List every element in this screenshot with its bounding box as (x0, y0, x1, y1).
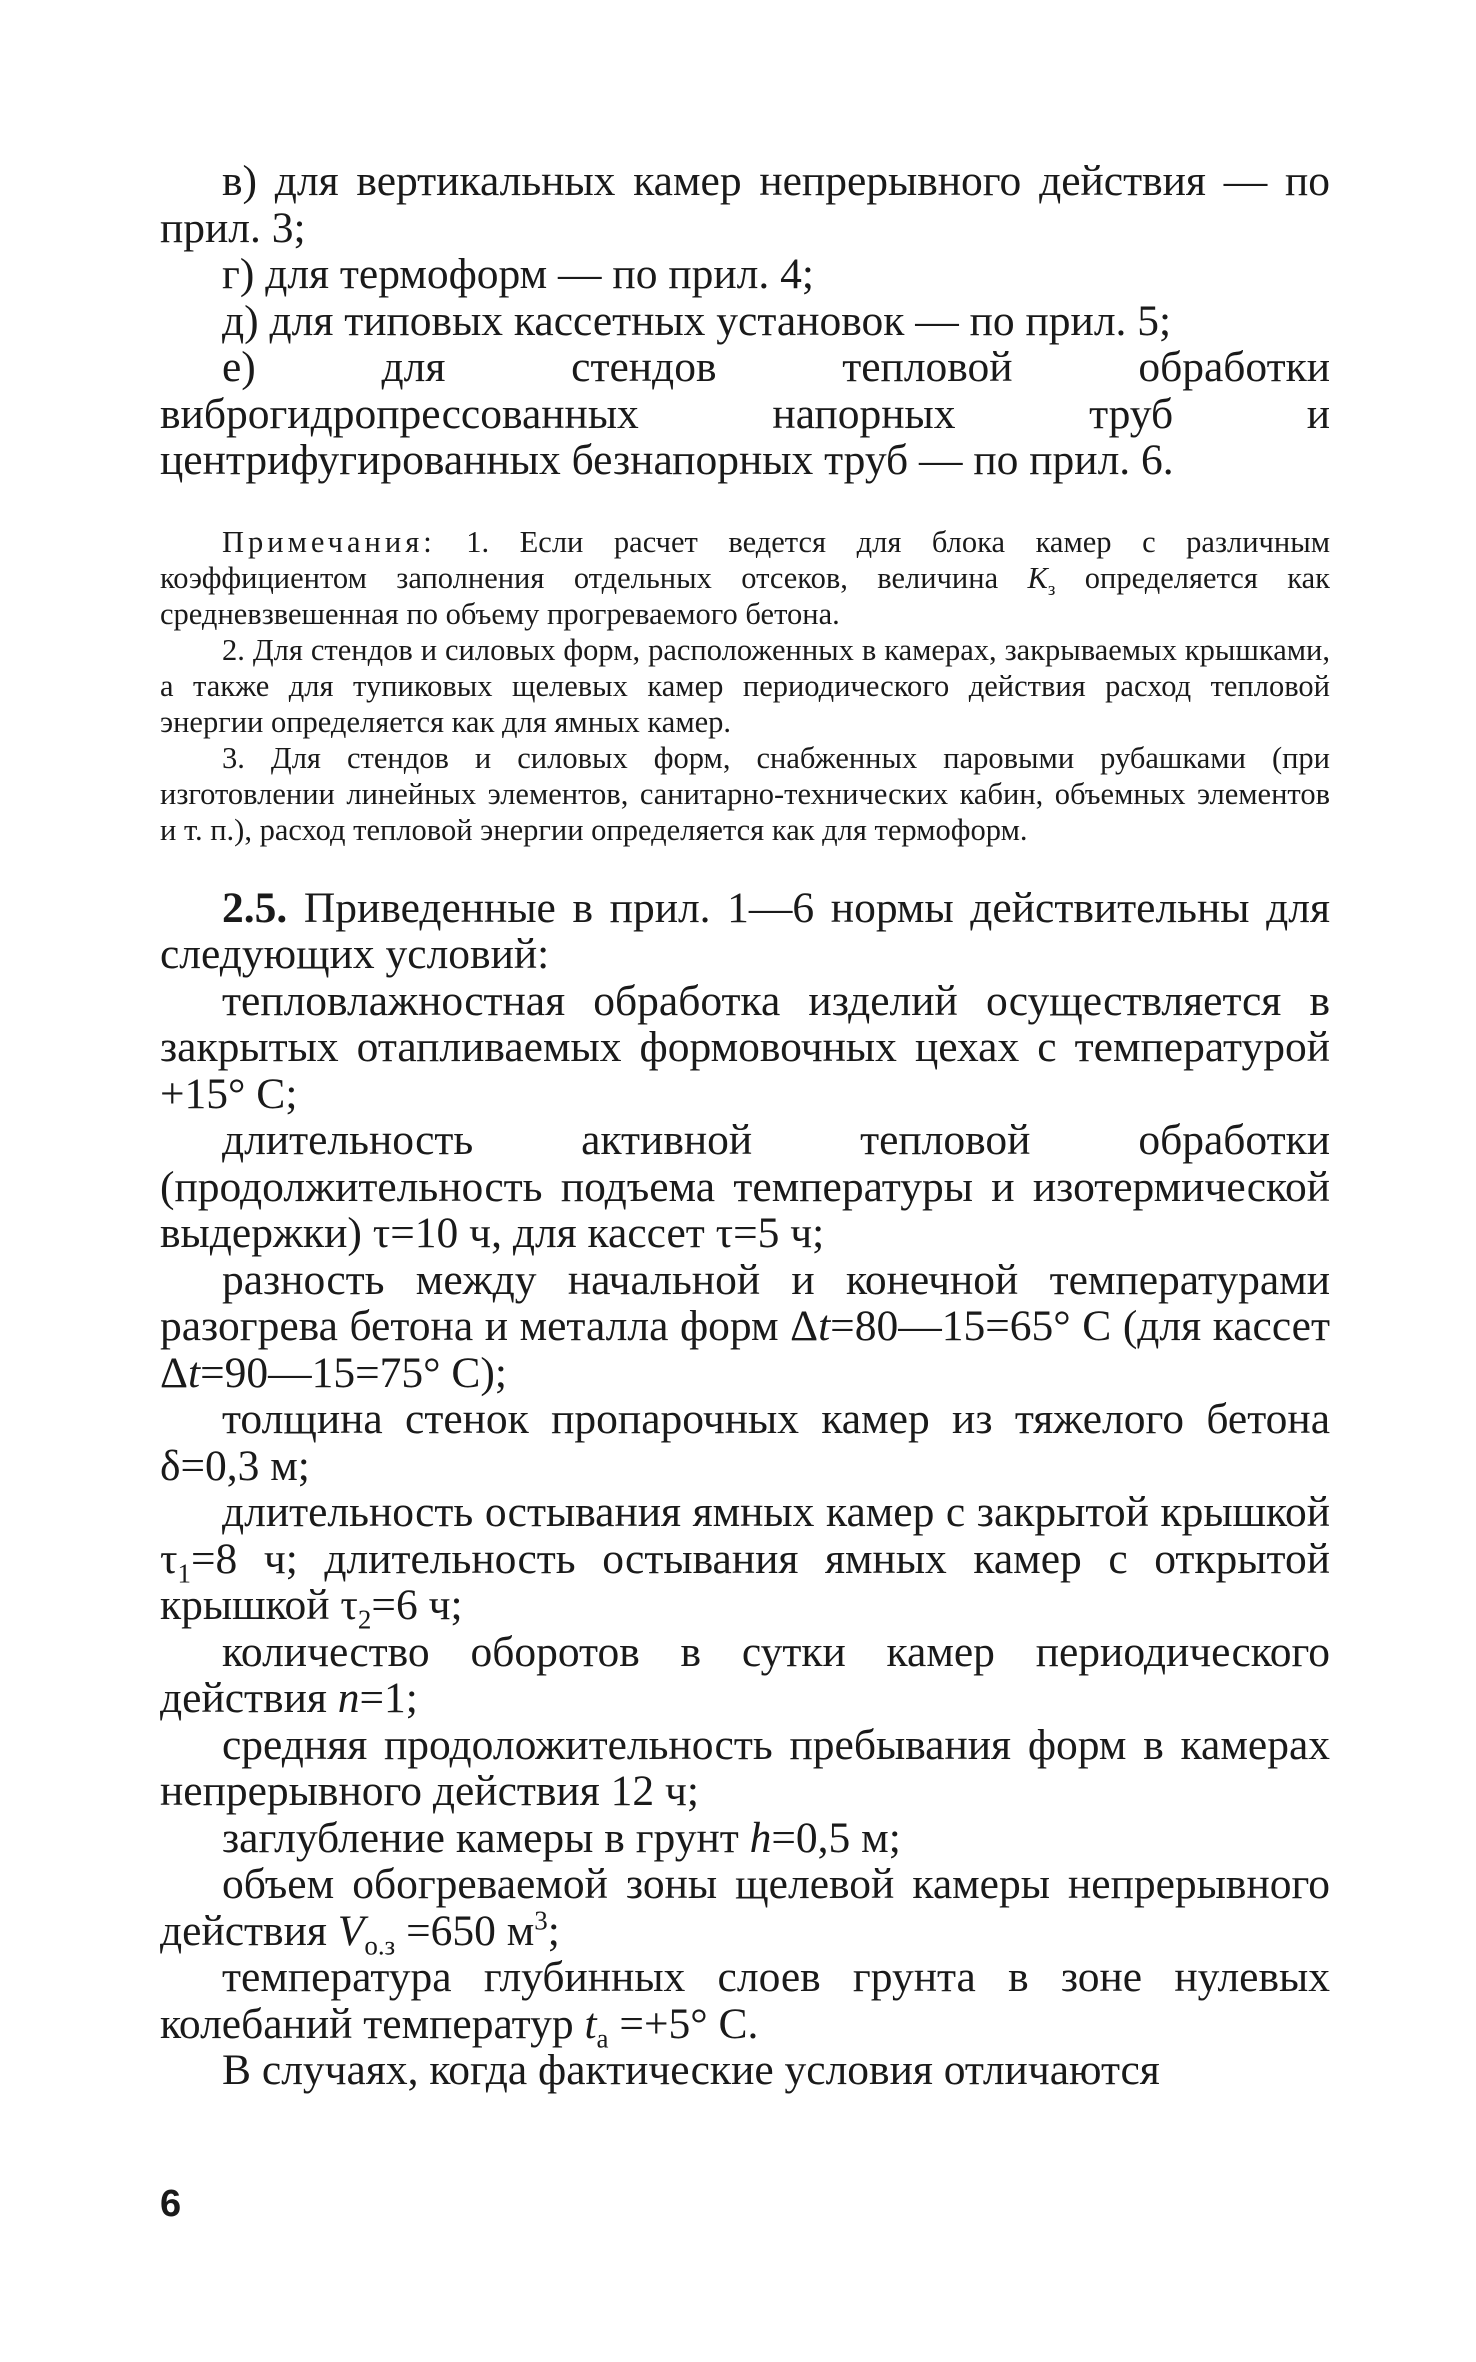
section-2-5 (160, 885, 1330, 2094)
condition-2: длительность активной тепловой обработки (продолжительность подъема температуры и изотермической выдержки) τ=10 ч, для кассет τ=5 ч; (160, 1116, 1330, 1257)
section-intro: 2.5. Приведенные в прил. 1—6 нормы действительны для следующих условий: (160, 883, 1330, 978)
list-block (160, 158, 1330, 484)
condition-10: температура глубинных слоев грунта в зоне нулевых колебаний температур $t_a =+5^\circ$ С. (160, 1953, 1330, 2054)
note-3: 3. Для стендов и силовых форм, снабженных паровыми рубашками (при изготовлении линейных элементов, санитарно-технических кабин, объемных элементов и т. п.), расход тепловой энергии определяется как для термоформ. (160, 740, 1330, 847)
condition-4: толщина стенок пропарочных камер из тяжелого бетона δ=0,3 м; (160, 1395, 1330, 1490)
page-number: 6 (160, 2183, 182, 2225)
condition-8: заглубление камеры в грунт h=0,5 м; (222, 1813, 901, 1862)
condition-5: длительность остывания ямных камер с закрытой крышкой $\tau_1=8$ ч; длительность остывания ямных камер с открытой крышкой $\tau_2=6$ ч; (160, 1488, 1330, 1635)
page-content (160, 158, 1330, 2094)
list-item-d: д) для типовых кассетных установок — по прил. 5; (222, 296, 1172, 345)
condition-7: средняя продоложительность пребывания форм в камерах непрерывного действия 12 ч; (160, 1720, 1330, 1815)
condition-9: объем обогреваемой зоны щелевой камеры непрерывного действия $V_{о.з} =650$ $м^3$; (160, 1860, 1330, 1961)
notes-block (160, 524, 1330, 848)
note-1: Примечания: 1. Если расчет ведется для блока камер с различным коэффициентом заполнения отдельных отсеков, величина $K_з$ определяется как средневзвешенная по объему прогреваемого бетона. (160, 524, 1331, 631)
section-number: 2.5. (222, 883, 288, 932)
condition-1: тепловлажностная обработка изделий осуществляется в закрытых отапливаемых формовочных цехах с температурой +15° С; (160, 976, 1330, 1118)
condition-6: количество оборотов в сутки камер периодического действия n=1; (160, 1627, 1330, 1722)
list-item-v: в) для вертикальных камер непрерывного действия — по прил. 3; (160, 157, 1330, 252)
list-item-e: е) для стендов тепловой обработки виброгидропрессованных напорных труб и центрифугированных безнапорных труб — по прил. 6. (160, 343, 1330, 484)
condition-3: разность между начальной и конечной температурами разогрева бетона и металла форм Δt=80—15=65° С (для кассет Δt=90—15=75° С); (160, 1255, 1330, 1397)
notes-heading: Примечания: (222, 524, 436, 559)
list-item-g: г) для термоформ — по прил. 4; (222, 250, 814, 298)
note-2: 2. Для стендов и силовых форм, расположенных в камерах, закрываемых крышками, а также для тупиковых щелевых камер периодического действия расход тепловой энергии определяется как для ямных камер. (160, 632, 1330, 739)
closing-line: В случаях, когда фактические условия отличаются (222, 2046, 1160, 2094)
